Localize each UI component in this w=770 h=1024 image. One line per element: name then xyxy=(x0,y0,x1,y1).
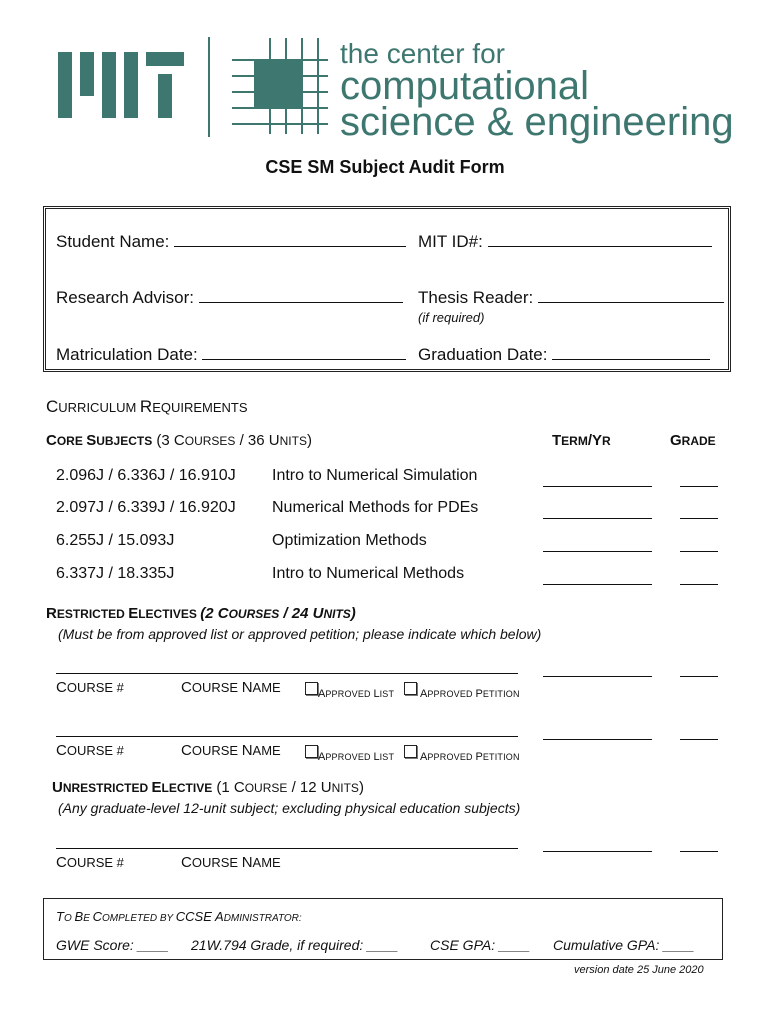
grade-blank[interactable] xyxy=(680,584,718,585)
term-blank[interactable] xyxy=(543,584,652,585)
approved-list-checkbox[interactable] xyxy=(305,745,318,758)
elective-entry-line[interactable] xyxy=(56,673,518,674)
term-yr-header: TERM/YR xyxy=(552,432,611,449)
grade-blank[interactable] xyxy=(680,851,718,852)
center-title xyxy=(340,40,734,142)
core-course-code: 2.096J / 6.336J / 16.910J xyxy=(56,467,236,484)
thesis-reader-blank[interactable] xyxy=(538,301,724,303)
term-blank[interactable] xyxy=(543,676,652,677)
research-advisor-field[interactable] xyxy=(56,288,403,308)
approved-list-label: APPROVED LIST xyxy=(318,751,395,763)
curriculum-heading: CURRICULUM REQUIREMENTS xyxy=(46,397,248,416)
approved-petition-label: APPROVED PETITION xyxy=(420,751,520,763)
thesis-reader-note: (if required) xyxy=(418,310,485,325)
cumulative-gpa-field[interactable]: Cumulative GPA: ____ xyxy=(553,937,695,953)
grade-header: GRADE xyxy=(670,432,716,449)
grade-blank[interactable] xyxy=(680,551,718,552)
approved-petition-checkbox[interactable] xyxy=(404,745,417,758)
core-course-code: 6.337J / 18.335J xyxy=(56,565,175,582)
course-name-label: COURSE NAME xyxy=(181,742,281,759)
version-date: version date 25 June 2020 xyxy=(574,964,704,976)
core-course-name: Intro to Numerical Methods xyxy=(272,565,465,582)
matriculation-date-field[interactable] xyxy=(56,345,406,365)
research-advisor-label: Research Advisor: xyxy=(56,288,194,307)
graduation-date-field[interactable] xyxy=(418,345,710,365)
core-course-name: Numerical Methods for PDEs xyxy=(272,499,479,516)
center-title-line1: the center for xyxy=(340,38,505,69)
unrestricted-note: (Any graduate-level 12-unit subject; excluding physical education subjects) xyxy=(58,800,521,816)
grade-blank[interactable] xyxy=(680,518,718,519)
mit-id-blank[interactable] xyxy=(488,245,712,247)
mit-logo xyxy=(58,52,184,118)
cse-gpa-field[interactable]: CSE GPA: ____ xyxy=(430,937,531,953)
core-course-code: 6.255J / 15.093J xyxy=(56,532,175,549)
course-number-label: COURSE # xyxy=(56,854,124,871)
restricted-electives-heading: RESTRICTED ELECTIVES (2 COURSES / 24 UNITS) xyxy=(46,605,356,622)
student-name-field[interactable] xyxy=(56,232,406,252)
cse-grid-logo xyxy=(232,38,328,134)
form-title: CSE SM Subject Audit Form xyxy=(265,157,505,177)
approved-petition-label: APPROVED PETITION xyxy=(420,688,520,700)
grade-blank[interactable] xyxy=(680,676,718,677)
term-blank[interactable] xyxy=(543,551,652,552)
elective-entry-line[interactable] xyxy=(56,736,518,737)
course-number-label: COURSE # xyxy=(56,679,124,696)
graduation-date-blank[interactable] xyxy=(552,358,710,360)
approved-list-checkbox[interactable] xyxy=(305,682,318,695)
term-blank[interactable] xyxy=(543,739,652,740)
student-name-blank[interactable] xyxy=(174,245,406,247)
admin-heading: TO BE COMPLETED BY CCSE ADMINISTRATOR: xyxy=(56,909,302,924)
approved-list-label: APPROVED LIST xyxy=(318,688,395,700)
research-advisor-blank[interactable] xyxy=(199,301,403,303)
restricted-note: (Must be from approved list or approved petition; please indicate which below) xyxy=(58,626,542,642)
graduation-date-label: Graduation Date: xyxy=(418,345,548,364)
student-name-label: Student Name: xyxy=(56,232,170,251)
course-name-label: COURSE NAME xyxy=(181,854,281,871)
mit-id-field[interactable] xyxy=(418,232,712,252)
core-subjects-heading: CORE SUBJECTS (3 COURSES / 36 UNITS) xyxy=(46,432,312,449)
term-blank[interactable] xyxy=(543,851,652,852)
core-course-name: Optimization Methods xyxy=(272,532,427,549)
matriculation-date-label: Matriculation Date: xyxy=(56,345,198,364)
core-course-name: Intro to Numerical Simulation xyxy=(272,467,478,484)
core-course-code: 2.097J / 6.339J / 16.920J xyxy=(56,499,236,516)
term-blank[interactable] xyxy=(543,486,652,487)
course-name-label: COURSE NAME xyxy=(181,679,281,696)
unrestricted-elective-heading: UNRESTRICTED ELECTIVE (1 COURSE / 12 UNITS) xyxy=(52,779,364,796)
term-blank[interactable] xyxy=(543,518,652,519)
grade-blank[interactable] xyxy=(680,486,718,487)
gwe-score-field[interactable]: GWE Score: ____ xyxy=(56,937,169,953)
approved-petition-checkbox[interactable] xyxy=(404,682,417,695)
center-title-line2: computational xyxy=(340,64,590,108)
thesis-reader-field[interactable] xyxy=(418,288,724,308)
course-number-label: COURSE # xyxy=(56,742,124,759)
mit-id-label: MIT ID#: xyxy=(418,232,483,251)
grade-blank[interactable] xyxy=(680,739,718,740)
matriculation-date-blank[interactable] xyxy=(202,358,406,360)
header-divider xyxy=(208,37,210,137)
w794-grade-field[interactable]: 21W.794 Grade, if required: ____ xyxy=(191,937,399,953)
center-title-line3: science & engineering xyxy=(340,100,734,144)
elective-entry-line[interactable] xyxy=(56,848,518,849)
thesis-reader-label: Thesis Reader: xyxy=(418,288,534,307)
